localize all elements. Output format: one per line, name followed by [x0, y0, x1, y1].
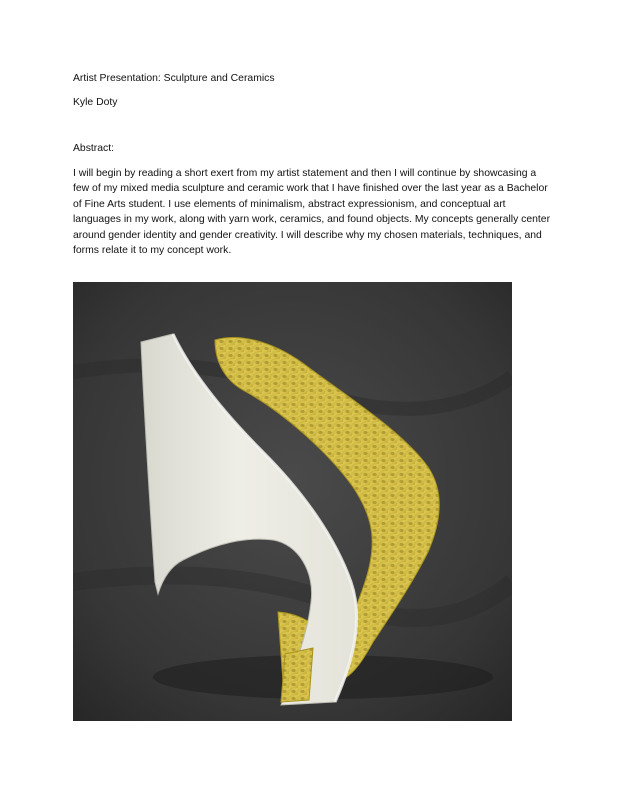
author-name: Kyle Doty	[73, 97, 118, 108]
abstract-line: of Fine Arts student. I use elements of minimalism, abstract expressionism, and conceptual art	[73, 198, 506, 210]
abstract-line: forms relate it to my concept work.	[73, 245, 232, 257]
abstract-paragraph	[73, 166, 551, 258]
yellow-knit-foot	[281, 648, 313, 702]
abstract-line: I will begin by reading a short exert from my artist statement and then I will continue by showcasing a	[73, 168, 537, 179]
presentation-title: Artist Presentation: Sculpture and Ceramics	[73, 73, 275, 84]
abstract-heading: Abstract:	[73, 143, 114, 154]
abstract-line: around gender identity and gender creativity. I will describe why my chosen materials, techniques, and	[73, 229, 542, 241]
sculpture-photo	[73, 282, 512, 721]
abstract-line: languages in my work, along with yarn work, ceramics, and found objects. My concepts generally center	[73, 214, 551, 226]
abstract-line: few of my mixed media sculpture and ceramic work that I have finished over the last year as a Bachelor	[73, 183, 548, 195]
